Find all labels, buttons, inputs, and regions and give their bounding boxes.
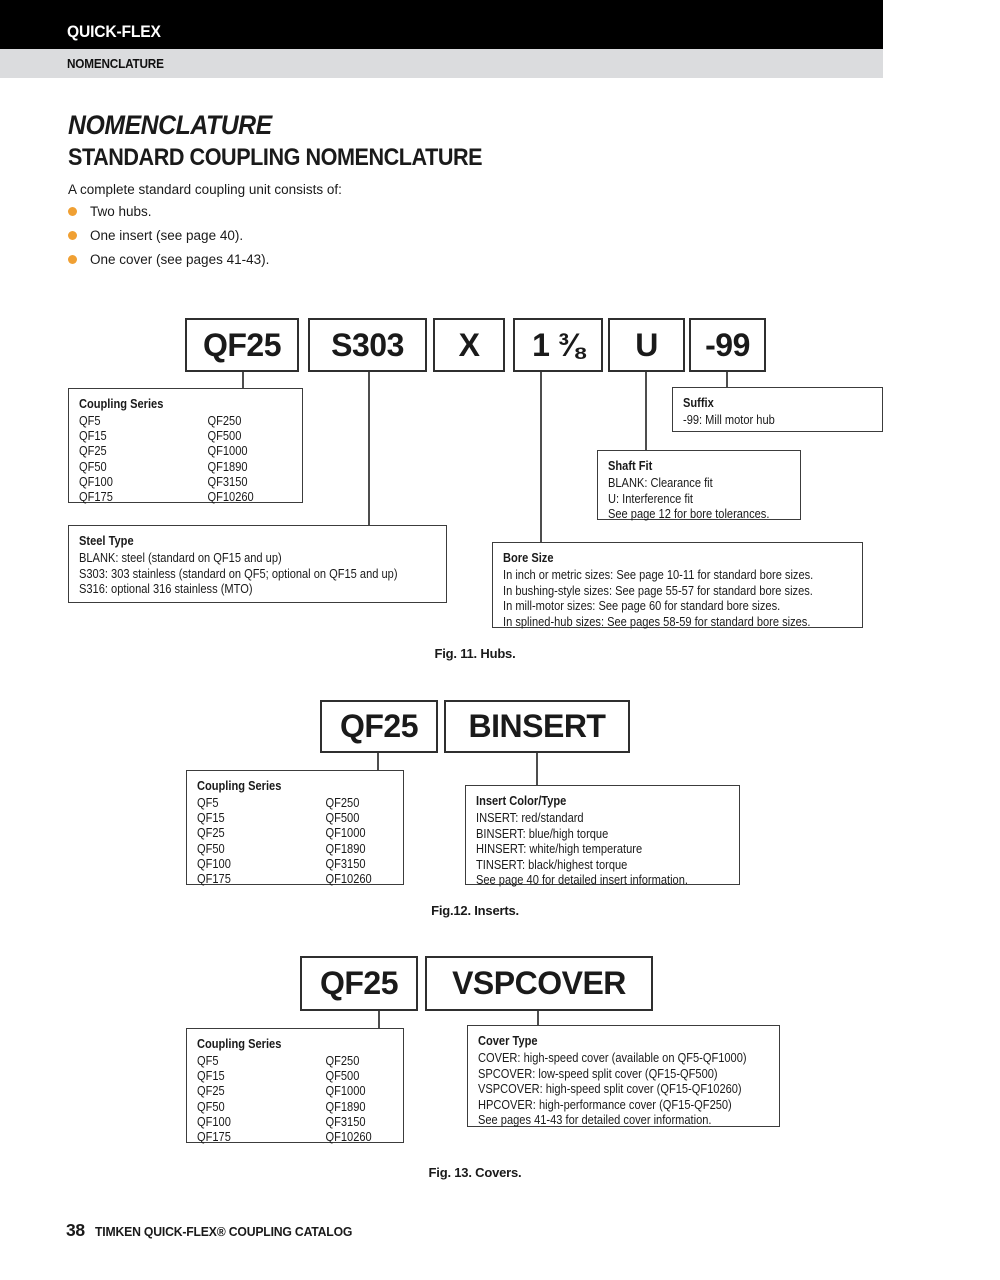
label-box-line: VSPCOVER: high-speed split cover (QF15-QF10260) <box>478 1082 742 1097</box>
series-item: QF1000 <box>325 1084 366 1099</box>
label-box-line: See pages 41-43 for detailed cover information. <box>478 1113 712 1128</box>
label-box-line: BINSERT: blue/high torque <box>476 826 609 841</box>
series-item: QF15 <box>79 429 107 444</box>
code-text: U <box>635 326 658 363</box>
connector-line <box>368 372 370 525</box>
cover-code-series-box <box>300 956 418 1011</box>
code-text: -99 <box>705 326 750 363</box>
code-text: QF25 <box>339 708 419 744</box>
code-text: QF25 <box>202 326 282 363</box>
label-box-line: In inch or metric sizes: See page 10-11 for standard bore sizes. <box>503 568 814 582</box>
series-item: QF15 <box>197 1069 225 1084</box>
connector-line <box>645 372 647 450</box>
label-box-line: INSERT: red/standard <box>476 811 584 825</box>
label-box-title: Cover Type <box>478 1034 538 1048</box>
insert-code-type-box <box>444 700 630 753</box>
series-item: QF500 <box>325 811 360 826</box>
series-item: QF50 <box>197 1099 225 1114</box>
bullet-icon <box>68 207 77 216</box>
label-box-line: S303: 303 stainless (standard on QF5; optional on QF15 and up) <box>79 566 398 581</box>
hub-code-series-box <box>185 318 299 372</box>
cover-type-box <box>467 1025 780 1127</box>
hub-code-steel-box <box>308 318 427 372</box>
list-item <box>68 199 269 223</box>
series-item: QF1000 <box>207 444 248 459</box>
list-item <box>68 247 269 271</box>
label-box-title: Coupling Series <box>197 1037 282 1051</box>
bullet-text: One cover (see pages 41-43). <box>90 251 270 267</box>
series-item: QF1890 <box>325 841 366 856</box>
suffix-box <box>672 387 883 432</box>
bullet-text: Two hubs. <box>90 203 152 219</box>
series-item: QF250 <box>325 1054 360 1068</box>
label-box-line: U: Interference fit <box>608 491 694 506</box>
hub-code-x-box <box>433 318 505 372</box>
bullet-text: One insert (see page 40). <box>90 227 244 243</box>
label-box-title: Suffix <box>683 396 714 410</box>
series-item: QF250 <box>325 796 360 810</box>
figure-caption-covers: Fig. 13. Covers. <box>428 1165 522 1180</box>
label-box-line: In bushing-style sizes: See page 55-57 for standard bore sizes. <box>503 583 813 598</box>
label-box-title: Insert Color/Type <box>476 794 567 808</box>
brand-header-bar <box>0 0 883 49</box>
label-box-line: -99: Mill motor hub <box>683 413 775 427</box>
shaft-fit-box <box>597 450 801 520</box>
code-text: VSPCOVER <box>452 965 626 1001</box>
section-label: NOMENCLATURE <box>67 56 164 71</box>
code-text: QF25 <box>319 965 399 1001</box>
label-box-line: SPCOVER: low-speed split cover (QF15-QF500) <box>478 1066 718 1081</box>
label-box-line: See page 12 for bore tolerances. <box>608 507 770 522</box>
label-box-line: See page 40 for detailed insert information. <box>476 873 688 888</box>
label-box-title: Bore Size <box>503 551 554 565</box>
series-item: QF25 <box>79 444 107 459</box>
series-item: QF175 <box>79 490 113 505</box>
series-item: QF10260 <box>207 490 254 505</box>
section-bar <box>0 49 883 78</box>
series-item: QF1890 <box>325 1099 366 1114</box>
bullet-list <box>68 199 269 271</box>
code-text: 1 ⅜ <box>532 326 584 363</box>
series-item: QF3150 <box>325 856 366 871</box>
page-footer <box>66 1220 369 1241</box>
series-item: QF250 <box>207 414 242 428</box>
series-item: QF10260 <box>325 872 372 887</box>
hub-code-shaftfit-box <box>608 318 685 372</box>
series-item: QF500 <box>325 1069 360 1084</box>
series-item: QF100 <box>197 1114 231 1129</box>
insert-code-series-box <box>320 700 438 753</box>
code-text: X <box>458 326 480 363</box>
insert-color-type-box <box>465 785 740 888</box>
code-text: BINSERT <box>468 708 606 744</box>
label-box-line: In splined-hub sizes: See pages 58-59 for standard bore sizes. <box>503 614 811 629</box>
brand-title: QUICK-FLEX <box>67 22 161 41</box>
series-item: QF10260 <box>325 1130 372 1145</box>
label-box-line: HINSERT: white/high temperature <box>476 842 643 857</box>
series-item: QF175 <box>197 872 231 887</box>
series-item: QF5 <box>79 414 101 428</box>
series-item: QF3150 <box>325 1114 366 1129</box>
series-item: QF3150 <box>207 474 248 489</box>
bore-size-box <box>492 542 863 628</box>
hub-code-suffix-box <box>689 318 766 372</box>
series-item: QF25 <box>197 1084 225 1099</box>
bullet-icon <box>68 231 77 240</box>
connector-line <box>537 1011 539 1025</box>
connector-line <box>242 372 244 388</box>
steel-type-box <box>68 525 447 603</box>
series-item: QF1000 <box>325 826 366 841</box>
series-item: QF15 <box>197 811 225 826</box>
series-item: QF5 <box>197 796 219 810</box>
series-item: QF5 <box>197 1054 219 1068</box>
label-box-line: In mill-motor sizes: See page 60 for standard bore sizes. <box>503 599 781 614</box>
label-box-line: BLANK: Clearance fit <box>608 476 713 490</box>
label-box-title: Coupling Series <box>197 779 282 793</box>
intro-text: A complete standard coupling unit consists of: <box>68 182 342 197</box>
page-title-main: STANDARD COUPLING NOMENCLATURE <box>68 144 483 171</box>
series-item: QF1890 <box>207 459 248 474</box>
page-title-italic: NOMENCLATURE <box>68 110 272 140</box>
figure-caption-inserts: Fig.12. Inserts. <box>431 903 519 918</box>
label-box-line: HPCOVER: high-performance cover (QF15-QF250) <box>478 1097 732 1112</box>
label-box-title: Steel Type <box>79 534 134 548</box>
series-item: QF500 <box>207 429 242 444</box>
bullet-icon <box>68 255 77 264</box>
label-box-title: Shaft Fit <box>608 459 653 473</box>
connector-line <box>726 372 728 387</box>
coupling-series-box-covers <box>186 1028 404 1143</box>
page-number: 38 <box>66 1220 85 1240</box>
series-item: QF100 <box>79 474 113 489</box>
label-box-line: TINSERT: black/highest torque <box>476 857 628 872</box>
series-item: QF175 <box>197 1130 231 1145</box>
series-item: QF25 <box>197 826 225 841</box>
connector-line <box>536 753 538 785</box>
series-item: QF50 <box>197 841 225 856</box>
connector-line <box>540 372 542 542</box>
figure-caption-hubs: Fig. 11. Hubs. <box>434 646 516 661</box>
footer-catalog-title: TIMKEN QUICK-FLEX® COUPLING CATALOG <box>94 1224 353 1239</box>
label-box-title: Coupling Series <box>79 397 164 411</box>
coupling-series-box-inserts <box>186 770 404 885</box>
label-box-line: COVER: high-speed cover (available on QF5-QF1000) <box>478 1051 747 1065</box>
code-text: S303 <box>331 326 404 363</box>
coupling-series-box-hubs <box>68 388 303 503</box>
list-item <box>68 223 269 247</box>
hub-code-bore-box <box>513 318 603 372</box>
label-box-line: BLANK: steel (standard on QF15 and up) <box>79 551 282 565</box>
connector-line <box>378 1011 380 1028</box>
series-item: QF100 <box>197 856 231 871</box>
cover-code-type-box <box>425 956 653 1011</box>
connector-line <box>377 753 379 770</box>
series-item: QF50 <box>79 459 107 474</box>
label-box-line: S316: optional 316 stainless (MTO) <box>79 582 253 597</box>
